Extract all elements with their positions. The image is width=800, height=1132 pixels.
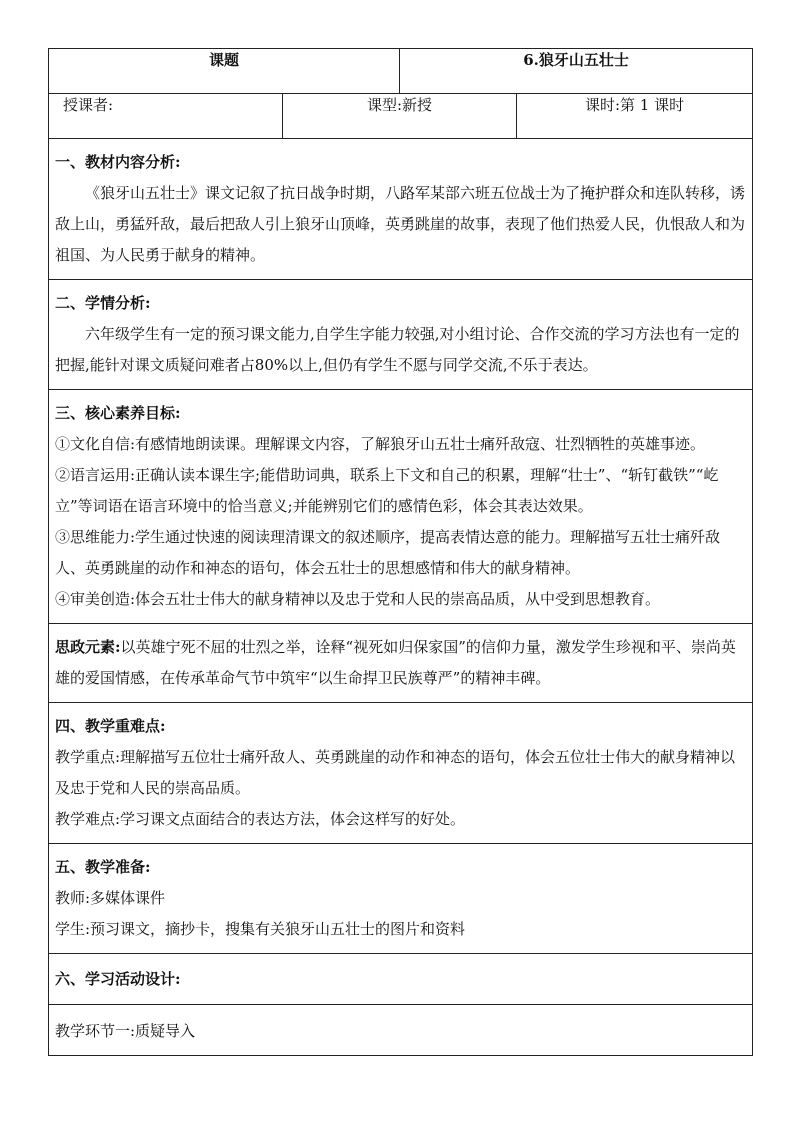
section-student-analysis xyxy=(49,280,753,390)
section-activity-step xyxy=(49,1005,753,1056)
section-title: 三、核心素养目标: xyxy=(55,404,181,422)
topic-label: 课题 xyxy=(49,49,400,94)
section-title: 四、教学重难点: xyxy=(55,717,166,735)
goal-item-language: ②语言运用:正确认读本课生字;能借助词典，联系上下文和自己的积累，理解“壮士”、“斩钉截铁”“屹立”等词语在语言环境中的恰当意义;并能辨别它们的感情色彩，体会其表达效果。 xyxy=(55,466,719,515)
section-body: 《狼牙山五壮士》课文记叙了抗日战争时期，八路军某部六班五位战士为了掩护群众和连队转移，诱敌上山，勇猛歼敌，最后把敌人引上狼牙山顶峰，英勇跳崖的故事，表现了他们热爱人民，仇恨敌人和为祖国、为人民勇于献身的精神。 xyxy=(55,184,746,264)
meta-row xyxy=(49,94,753,139)
difficulty-text: 教学难点:学习课文点面结合的表达方法，体会这样写的好处。 xyxy=(55,810,466,828)
section-key-points xyxy=(49,703,753,844)
goal-item-thinking: ③思维能力:学生通过快速的阅读理清课文的叙述顺序，提高表情达意的能力。理解描写五壮士痛歼敌人、英勇跳崖的动作和神态的语句，体会五壮士的思想感情和伟大的献身精神。 xyxy=(55,528,721,577)
section-body xyxy=(55,632,746,694)
teacher-label: 授课者: xyxy=(49,94,283,139)
section-activity-design xyxy=(49,954,753,1005)
section-title: 二、学情分析: xyxy=(55,294,151,312)
activity-step-text: 教学环节一:质疑导入 xyxy=(55,1021,196,1040)
section-title: 思政元素: xyxy=(55,638,121,656)
section-preparation xyxy=(49,844,753,954)
topic-value: 6.狼牙山五壮士 xyxy=(400,49,753,94)
lesson-type: 课型:新授 xyxy=(283,94,517,139)
lesson-period: 课时:第 1 课时 xyxy=(517,94,753,139)
lesson-plan-table xyxy=(48,48,753,1056)
goal-item-culture: ①文化自信:有感情地朗读课。理解课文内容，了解狼牙山五壮士痛歼敌寇、壮烈牺牲的英雄事迹。 xyxy=(55,435,706,453)
goal-item-aesthetic: ④审美创造:体会五壮士伟大的献身精神以及忠于党和人民的崇高品质，从中受到思想教育。 xyxy=(55,590,661,608)
header-row xyxy=(49,49,753,94)
student-preparation: 学生:预习课文，摘抄卡，搜集有关狼牙山五壮士的图片和资料 xyxy=(55,920,466,938)
lesson-plan-page xyxy=(48,48,752,1056)
section-core-goals xyxy=(49,390,753,624)
section-title: 五、教学准备: xyxy=(55,858,151,876)
teacher-preparation: 教师:多媒体课件 xyxy=(55,889,166,907)
key-point-text: 教学重点:理解描写五位壮士痛歼敌人、英勇跳崖的动作和神态的语句，体会五位壮士伟大的献身精神以及忠于党和人民的崇高品质。 xyxy=(55,748,736,797)
section-body: 六年级学生有一定的预习课文能力,自学生字能力较强,对小组讨论、合作交流的学习方法也有一定的把握,能针对课文质疑问难者占80%以上,但仍有学生不愿与同学交流,不乐于表达。 xyxy=(55,325,740,374)
section-material-analysis xyxy=(49,139,753,280)
section-ideological-elements xyxy=(49,624,753,703)
section-title: 一、教材内容分析: xyxy=(55,153,181,171)
section-title: 六、学习活动设计: xyxy=(55,969,181,988)
ideological-text: 以英雄宁死不屈的壮烈之举，诠释“视死如归保家国”的信仰力量，激发学生珍视和平、崇尚英雄的爱国情感，在传承革命气节中筑牢“以生命捍卫民族尊严”的精神丰碑。 xyxy=(55,638,736,687)
